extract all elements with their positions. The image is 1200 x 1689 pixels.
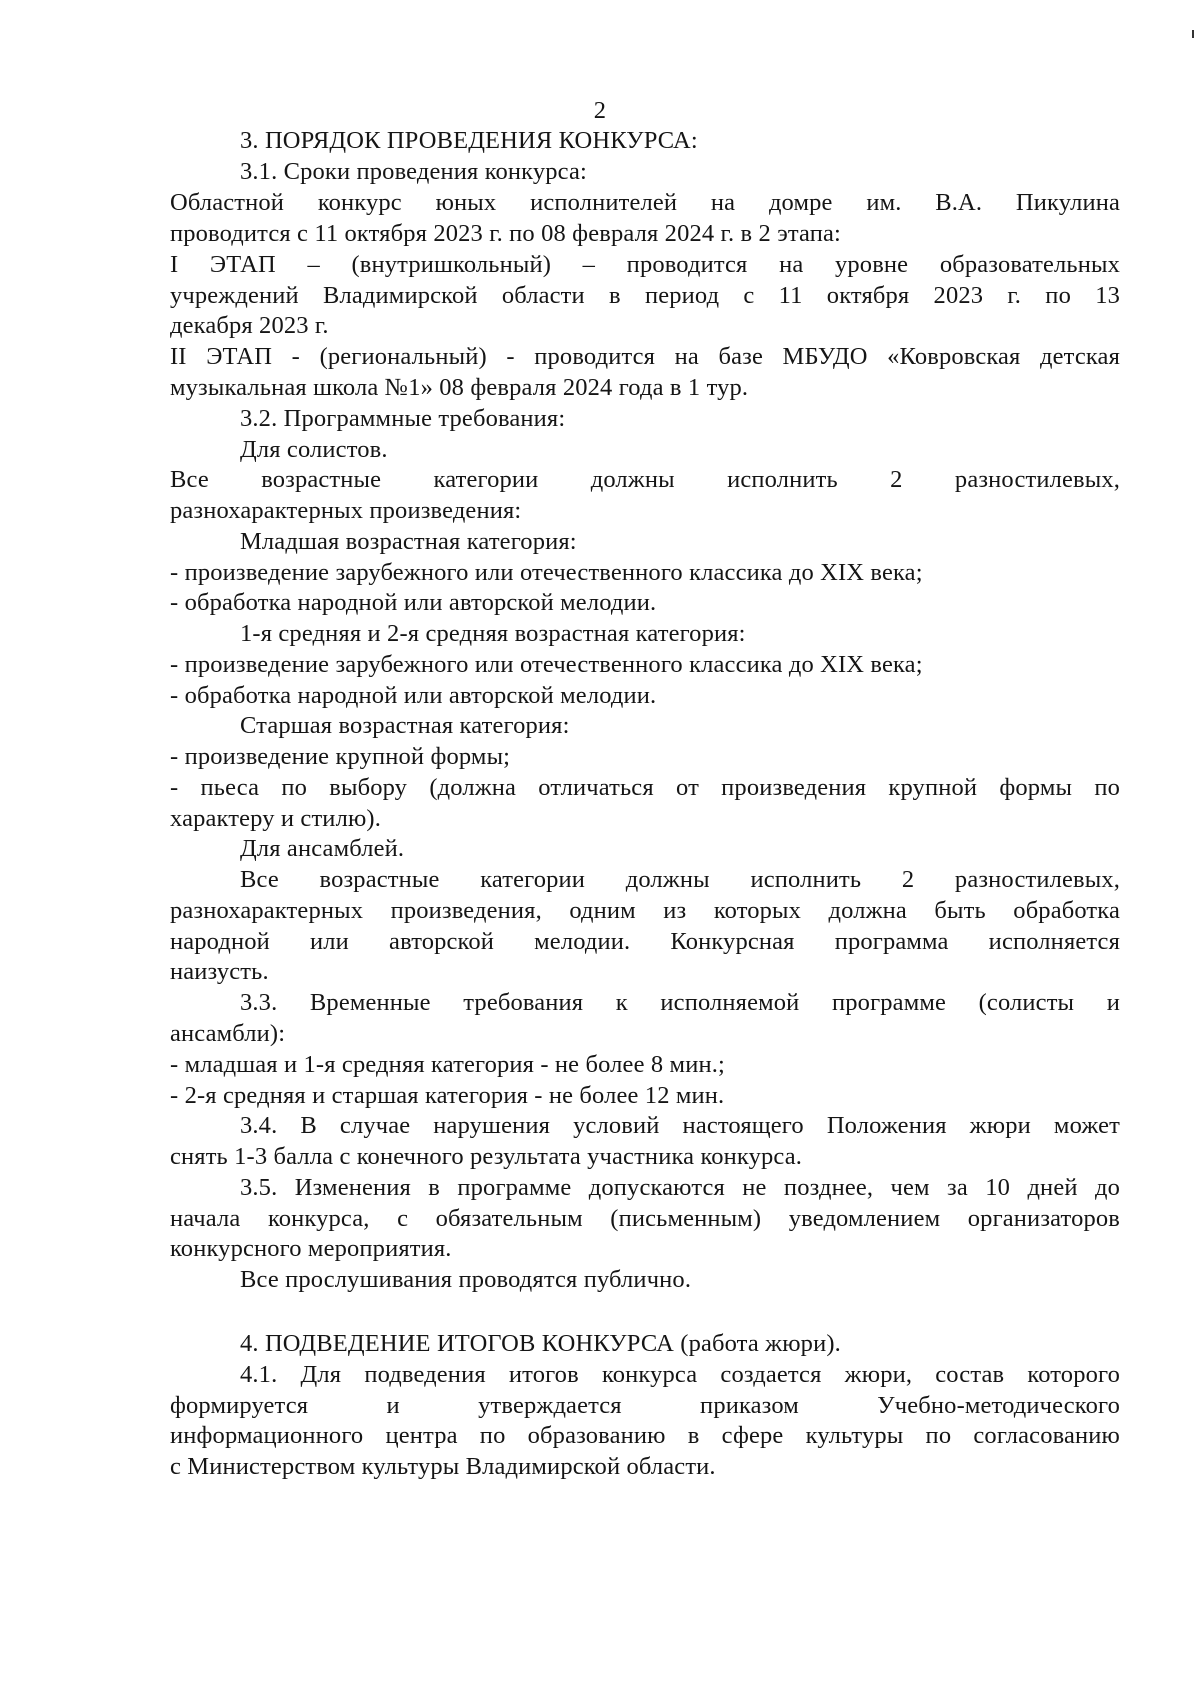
paragraph-line: наизусть. bbox=[170, 958, 269, 985]
subsection-title: Для ансамблей. bbox=[240, 835, 405, 862]
paragraph-line: народной или авторской мелодии. Конкурсная программа исполняется bbox=[170, 928, 1120, 955]
paragraph-line: 3.1. Сроки проведения конкурса: bbox=[240, 158, 587, 185]
paragraph-line: разнохарактерных произведения: bbox=[170, 497, 522, 524]
paragraph-line: 3.5. Изменения в программе допускаются не позднее, чем за 10 дней до bbox=[240, 1174, 1120, 1201]
paragraph-line: 4.1. Для подведения итогов конкурса создается жюри, состав которого bbox=[240, 1361, 1120, 1388]
category-title: Младшая возрастная категория: bbox=[240, 528, 577, 555]
paragraph-line: формируется и утверждается приказом Учебно-методического bbox=[170, 1392, 1120, 1419]
paragraph-line: Все возрастные категории должны исполнить 2 разностилевых, bbox=[170, 466, 1120, 493]
paragraph-line: 3.4. В случае нарушения условий настоящего Положения жюри может bbox=[240, 1112, 1120, 1139]
paragraph-line: II ЭТАП - (региональный) - проводится на базе МБУДО «Ковровская детская bbox=[170, 343, 1120, 370]
paragraph-line: характеру и стилю). bbox=[170, 805, 381, 832]
list-item: - произведение зарубежного или отечественного классика до XIX века; bbox=[170, 651, 923, 678]
paragraph-line: разнохарактерных произведения, одним из которых должна быть обработка bbox=[170, 897, 1120, 924]
paragraph-line: музыкальная школа №1» 08 февраля 2024 года в 1 тур. bbox=[170, 374, 749, 401]
paragraph-line: I ЭТАП – (внутришкольный) – проводится на уровне образовательных bbox=[170, 251, 1120, 278]
paragraph-line: Все возрастные категории должны исполнить 2 разностилевых, bbox=[240, 866, 1120, 893]
paragraph-line: ансамбли): bbox=[170, 1020, 286, 1047]
paragraph-line: информационного центра по образованию в сфере культуры по согласованию bbox=[170, 1422, 1120, 1449]
paragraph-line: декабря 2023 г. bbox=[170, 312, 329, 339]
page-number: 2 bbox=[593, 97, 607, 124]
paragraph-line: конкурсного мероприятия. bbox=[170, 1235, 452, 1262]
paragraph-line: проводится с 11 октября 2023 г. по 08 февраля 2024 г. в 2 этапа: bbox=[170, 220, 841, 247]
list-item: - младшая и 1-я средняя категория - не более 8 мин.; bbox=[170, 1051, 725, 1078]
category-title: 1-я средняя и 2-я средняя возрастная категория: bbox=[240, 620, 746, 647]
paragraph-line: Все прослушивания проводятся публично. bbox=[240, 1266, 692, 1293]
list-item: - произведение зарубежного или отечественного классика до XIX века; bbox=[170, 559, 923, 586]
subsection-title: 3.2. Программные требования: bbox=[240, 405, 566, 432]
section-3-heading: 3. ПОРЯДОК ПРОВЕДЕНИЯ КОНКУРСА: bbox=[240, 127, 698, 154]
list-item: - пьеса по выбору (должна отличаться от произведения крупной формы по bbox=[170, 774, 1120, 801]
list-item: - обработка народной или авторской мелодии. bbox=[170, 682, 657, 709]
subsection-title: Для солистов. bbox=[240, 436, 388, 463]
paragraph-line: снять 1-3 балла с конечного результата участника конкурса. bbox=[170, 1143, 803, 1170]
list-item: - произведение крупной формы; bbox=[170, 743, 511, 770]
scan-mark bbox=[1192, 30, 1194, 38]
paragraph-line: начала конкурса, с обязательным (письменным) уведомлением организаторов bbox=[170, 1205, 1120, 1232]
paragraph-line: Областной конкурс юных исполнителей на домре им. В.А. Пикулина bbox=[170, 189, 1120, 216]
list-item: - обработка народной или авторской мелодии. bbox=[170, 589, 657, 616]
paragraph-line: учреждений Владимирской области в период с 11 октября 2023 г. по 13 bbox=[170, 282, 1120, 309]
paragraph-line: с Министерством культуры Владимирской области. bbox=[170, 1453, 716, 1480]
list-item: - 2-я средняя и старшая категория - не более 12 мин. bbox=[170, 1082, 725, 1109]
category-title: Старшая возрастная категория: bbox=[240, 712, 570, 739]
section-4-heading: 4. ПОДВЕДЕНИЕ ИТОГОВ КОНКУРСА (работа жюри). bbox=[240, 1330, 841, 1357]
paragraph-line: 3.3. Временные требования к исполняемой программе (солисты и bbox=[240, 989, 1120, 1016]
